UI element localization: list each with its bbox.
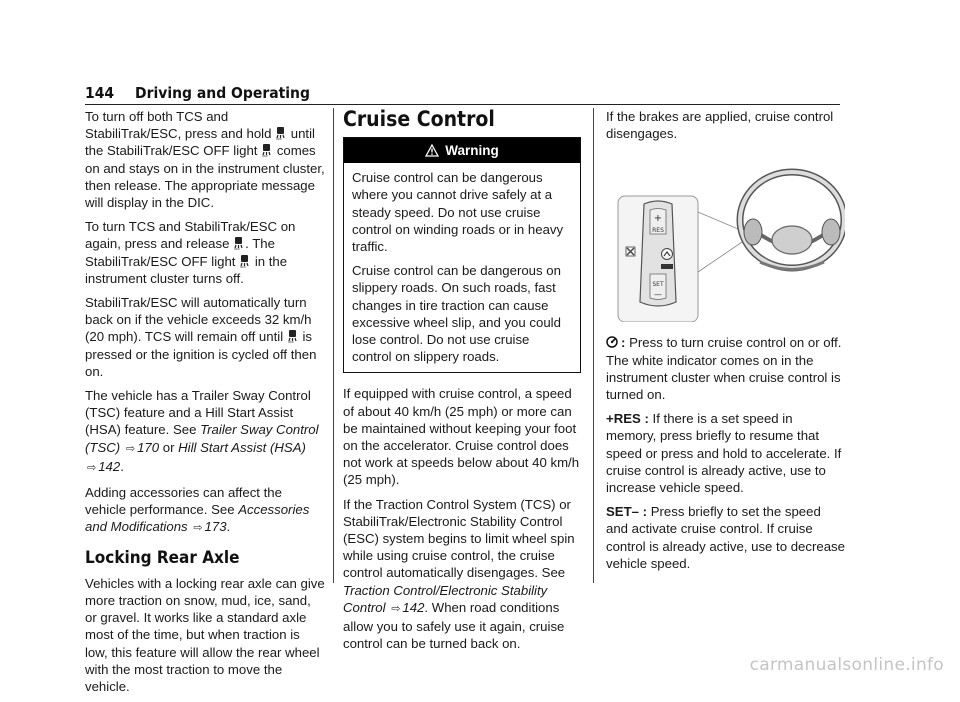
link-accessories-modifications[interactable]: Accessories and Modifications xyxy=(85,502,310,535)
paragraph-accessories: Adding accessories can affect the vehicle performance. See Accessories and Modifications ⇨ 173. xyxy=(85,485,310,535)
paragraph-tcs-disengage: If the Traction Control System (TCS) or StabiliTrak/Electronic Stability Control (ESC) system begins to limit wheel spin while using cruise control, the cruise control automatically disengages. See Traction Control/Electronic Stability Control ⇨ 142. When road conditions allow you to safely use it again, cruise control can be turned back on. xyxy=(343,496,575,652)
link-hill-start-assist[interactable]: Hill Start Assist (HSA) xyxy=(178,439,306,455)
steering-wheel-illustration xyxy=(610,152,845,322)
paragraph-set: SET– : Press briefly to set the speed and activate cruise control. If cruise control is already active, use to decrease vehicle speed. xyxy=(606,504,845,571)
res-label: RES xyxy=(652,227,664,235)
traction-control-off-icon xyxy=(288,330,297,343)
traction-control-off-icon xyxy=(234,237,243,250)
page-number: 144 xyxy=(85,84,115,102)
paragraph-tcs-off: To turn off both TCS and StabiliTrak/ESC, press and hold OFF until the StabiliTrak/ESC OFF light OFF comes on and stays on in the instrument cluster, then release. The appropriate message will display in the DIC. xyxy=(85,109,325,211)
warning-box xyxy=(343,137,581,373)
svg-text:OFF: OFF xyxy=(276,137,283,141)
page-ref[interactable]: 142 xyxy=(98,458,121,474)
column-divider xyxy=(333,108,334,583)
traction-control-off-icon xyxy=(262,144,271,157)
svg-text:OFF: OFF xyxy=(234,247,241,251)
warning-header xyxy=(344,138,580,163)
warning-triangle-icon xyxy=(425,140,439,165)
column-left xyxy=(85,108,325,702)
set-term: SET– : xyxy=(606,504,648,520)
cruise-on-label: : xyxy=(621,335,626,351)
plus-label: + xyxy=(653,213,663,225)
column-middle xyxy=(343,108,581,659)
paragraph-cruise-speed: If equipped with cruise control, a speed of about 40 km/h (25 mph) or more can be maintained without keeping your foot on the accelerator. Cruise control does not work at speeds below about 40 km/h (25 mph). xyxy=(343,386,580,488)
page-ref[interactable]: 142 xyxy=(402,599,425,615)
paragraph-tcs-on: To turn TCS and StabiliTrak/ESC on again, press and release OFF . The StabiliTrak/ESC OFF light OFF in the instrument cluster turns off. xyxy=(85,219,296,286)
traction-control-off-icon xyxy=(240,255,249,268)
paragraph-tsc-hsa: The vehicle has a Trailer Sway Control (TSC) feature and a Hill Start Assist (HSA) feature. See Trailer Sway Control (TSC) ⇨ 170 or Hill Start Assist (HSA) ⇨ 142. xyxy=(85,388,319,474)
section-title: Driving and Operating xyxy=(135,84,310,102)
paragraph-cruise-on-off: : Press to turn cruise control on or off. The white indicator comes on in the instrument cluster when cruise control is turned on. xyxy=(606,335,842,403)
svg-text:OFF: OFF xyxy=(262,154,269,158)
heading-cruise-control: Cruise Control xyxy=(343,107,495,131)
header-rule xyxy=(85,104,840,105)
warning-paragraph: Cruise control can be dangerous where you cannot drive safely at a steady speed. Do not use cruise control on winding roads or in heavy traffic. xyxy=(352,170,564,255)
traction-control-off-icon xyxy=(276,127,285,140)
link-traction-control[interactable]: Traction Control/Electronic Stability Control xyxy=(343,582,548,615)
page-ref[interactable]: 170 xyxy=(137,439,160,455)
res-term: +RES : xyxy=(606,411,649,427)
link-trailer-sway-control[interactable]: Trailer Sway Control (TSC) xyxy=(85,422,319,455)
paragraph-brakes: If the brakes are applied, cruise control disengages. xyxy=(606,109,834,142)
page-reference-arrow-icon: ⇨ xyxy=(193,522,203,535)
page-reference-arrow-icon: ⇨ xyxy=(87,461,97,474)
column-divider xyxy=(593,108,594,583)
column-right xyxy=(606,108,846,579)
paragraph-locking-axle: Vehicles with a locking rear axle can give more traction on snow, mud, ice, sand, or gravel. It works like a standard axle most of the time, but when traction is low, this feature will allow the rear wheel with the most traction to move the vehicle. xyxy=(85,575,325,695)
cruise-control-icon xyxy=(606,335,618,347)
warning-paragraph: Cruise control can be dangerous on slippery roads. On such roads, fast changes in tire traction can cause excessive wheel slip, and you could lose control. Do not use cruise control on slippery roads. xyxy=(352,263,561,365)
heading-locking-rear-axle: Locking Rear Axle xyxy=(85,547,240,568)
minus-label: — xyxy=(654,290,662,300)
watermark: carmanualsonline.info xyxy=(749,655,944,675)
page-reference-arrow-icon: ⇨ xyxy=(125,442,136,455)
svg-text:OFF: OFF xyxy=(287,340,294,344)
warning-label: Warning xyxy=(445,143,499,159)
page-reference-arrow-icon: ⇨ xyxy=(391,602,401,615)
paragraph-auto-on: StabiliTrak/ESC will automatically turn back on if the vehicle exceeds 32 km/h (20 mph). TCS will remain off until OFF is pressed or the ignition is cycled off then on. xyxy=(85,295,317,379)
page-ref[interactable]: 173 xyxy=(204,519,227,535)
svg-text:OFF: OFF xyxy=(240,264,247,268)
page-header xyxy=(85,84,840,104)
steering-wheel-figure xyxy=(610,152,845,322)
warning-body xyxy=(344,163,580,365)
set-label: SET xyxy=(652,281,664,289)
paragraph-res: +RES : If there is a set speed in memory, press briefly to resume that speed or press and hold to accelerate. If cruise control is already active, use to increase vehicle speed. xyxy=(606,411,842,496)
